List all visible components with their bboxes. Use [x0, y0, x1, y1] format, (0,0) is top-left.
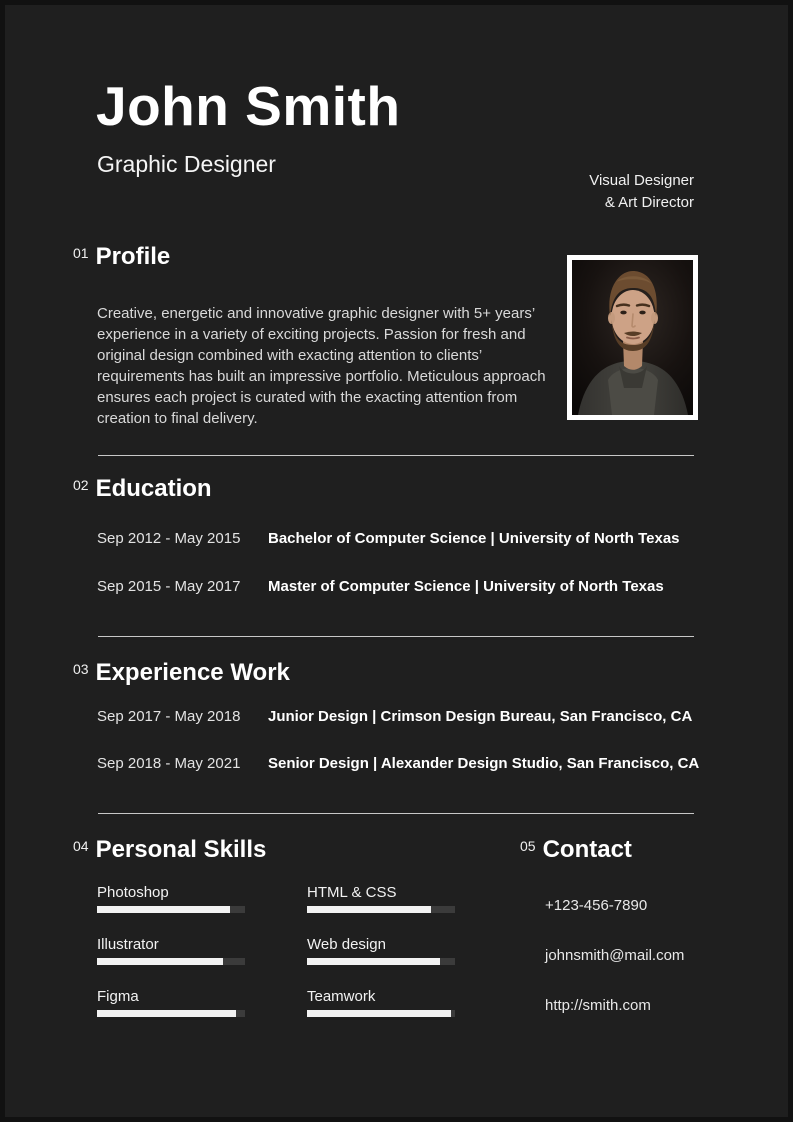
- skill-label: Teamwork: [307, 988, 376, 1005]
- education-period: Sep 2012 - May 2015: [97, 530, 241, 547]
- section-heading-profile: [73, 245, 170, 269]
- skill-bar-fill: [307, 906, 431, 913]
- education-row: [97, 578, 664, 596]
- skill-bar-fill: [307, 958, 440, 965]
- skill-bar-fill: [97, 906, 230, 913]
- skill-bar-track: [307, 1010, 455, 1017]
- contact-list: [545, 897, 684, 1047]
- skill-label: Figma: [97, 988, 139, 1005]
- skill-bar-track: [97, 958, 245, 965]
- education-row: [97, 530, 680, 548]
- skill-label: Illustrator: [97, 936, 159, 953]
- experience-row: [97, 708, 692, 726]
- section-number: 02: [73, 477, 89, 493]
- section-heading-education: [73, 477, 212, 501]
- experience-period: Sep 2017 - May 2018: [97, 708, 241, 725]
- section-title: Personal Skills: [95, 836, 267, 863]
- divider: [98, 455, 694, 456]
- skill-bar-track: [97, 1010, 245, 1017]
- person-name: John Smith: [96, 75, 401, 137]
- section-title: Profile: [95, 243, 171, 270]
- section-heading-contact: [520, 838, 632, 862]
- education-detail: Master of Computer Science | University of North Texas: [268, 578, 664, 595]
- section-heading-experience: [73, 661, 290, 685]
- skill-item: [307, 988, 457, 1017]
- section-title: Contact: [542, 836, 632, 863]
- section-number: 03: [73, 661, 89, 677]
- skill-label: Web design: [307, 936, 386, 953]
- experience-period: Sep 2018 - May 2021: [97, 755, 241, 772]
- contact-email: johnsmith@mail.com: [545, 947, 685, 964]
- skill-item: [307, 936, 457, 965]
- profile-text: Creative, energetic and innovative graphic designer with 5+ years’ experience in a variety of exciting projects. Passion for fresh and original design combined with exacting attention to clients’ requirements has built an impressive portfolio. Meticulous approach ensures each project is curated with the exacting attention from creation to final delivery.: [97, 305, 546, 427]
- skills-grid: [97, 884, 457, 1017]
- experience-detail: Senior Design | Alexander Design Studio, San Francisco, CA: [268, 755, 700, 772]
- divider: [98, 636, 694, 637]
- divider: [98, 813, 694, 814]
- tagline: [589, 170, 694, 214]
- skill-bar-fill: [307, 1010, 451, 1017]
- skill-item: [97, 884, 247, 913]
- skill-bar-track: [97, 906, 245, 913]
- skill-label: Photoshop: [97, 884, 169, 901]
- experience-detail: Junior Design | Crimson Design Bureau, San Francisco, CA: [268, 708, 693, 725]
- section-number: 05: [520, 838, 536, 854]
- section-heading-skills: [73, 838, 266, 862]
- skill-item: [97, 936, 247, 965]
- skill-item: [97, 988, 247, 1017]
- skill-bar-track: [307, 906, 455, 913]
- skill-bar-fill: [97, 1010, 236, 1017]
- skill-label: HTML & CSS: [307, 884, 397, 901]
- contact-phone: +123-456-7890: [545, 897, 648, 914]
- section-title: Education: [95, 475, 212, 502]
- tagline-line1: Visual Designer: [589, 172, 694, 189]
- skill-item: [307, 884, 457, 913]
- job-title: Graphic Designer: [97, 151, 276, 177]
- education-detail: Bachelor of Computer Science | University of North Texas: [268, 530, 680, 547]
- skill-bar-track: [307, 958, 455, 965]
- profile-photo: [567, 255, 698, 420]
- tagline-line2: & Art Director: [604, 194, 694, 211]
- contact-website: http://smith.com: [545, 997, 651, 1014]
- section-number: 04: [73, 838, 89, 854]
- portrait-illustration: [572, 260, 693, 415]
- skill-bar-fill: [97, 958, 223, 965]
- experience-row: [97, 755, 699, 773]
- education-period: Sep 2015 - May 2017: [97, 578, 241, 595]
- section-number: 01: [73, 245, 89, 261]
- section-title: Experience Work: [95, 659, 290, 686]
